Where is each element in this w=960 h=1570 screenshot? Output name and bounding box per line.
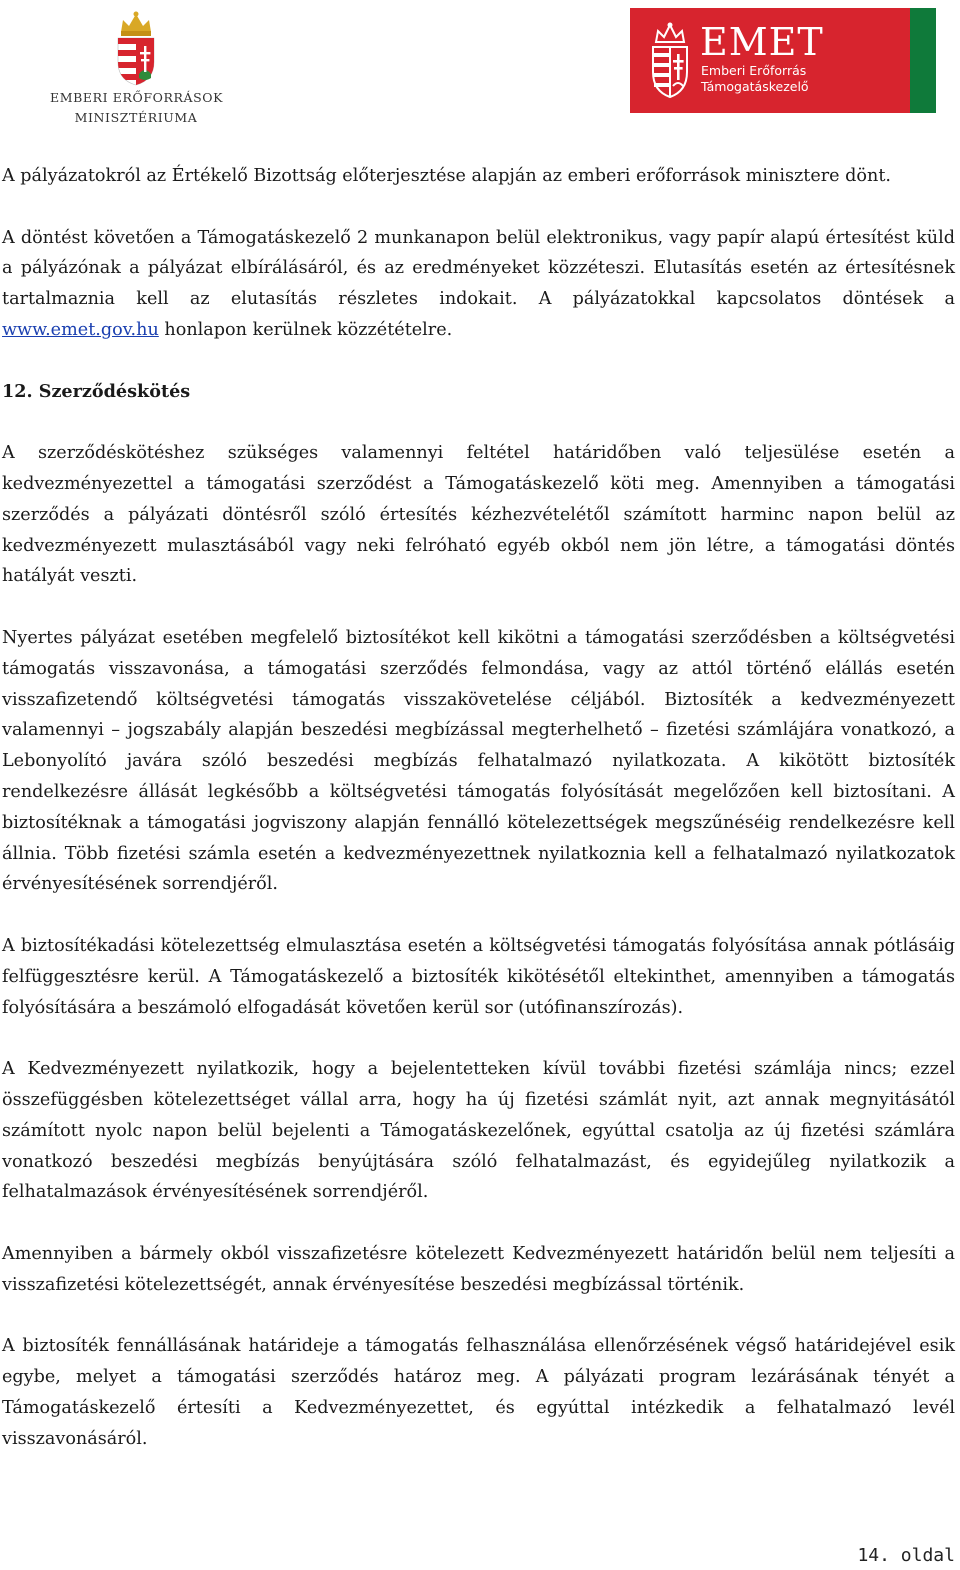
emet-subtitle-line1: Emberi Erőforrás	[701, 63, 807, 78]
emet-subtitle	[701, 63, 809, 95]
paragraph-decision: A pályázatokról az Értékelő Bizottság előterjesztése alapján az emberi erőforrások minisztere dönt.	[2, 166, 892, 186]
emet-title: EMET	[700, 20, 824, 64]
hungarian-coat-of-arms-icon	[113, 10, 159, 86]
paragraph-notification-text: A döntést követően a Támogatáskezelő 2 munkanapon belül elektronikus, vagy papír alapú értesítést küld a pályázónak a pályázat elbírálásáról, és az eredményeket közzéteszi. Elutasítás esetén az értesítésnek tartalmaznia kell az elutasítás részletes indokait. A pályázatokkal kapcsolatos döntések a	[2, 227, 955, 310]
emet-subtitle-line2: Támogatáskezelő	[701, 79, 809, 94]
paragraph-notification-text-end: honlapon kerülnek közzétételre.	[158, 319, 453, 340]
emet-logo-red-panel	[630, 8, 910, 113]
paragraph-contract: A szerződéskötéshez szükséges valamennyi feltétel határidőben való teljesülése esetén a kedvezményezettel a támogatási szerződést a Támogatáskezelő köti meg. Amennyiben a támogatási szerződés a pályázati döntésről szóló értesítés kézhezvételétől számított harminc napon belül az kedvezményezett mulasztásából vagy neki felróható egyéb okból nem jön létre, a támogatási döntés hatályát veszti.	[2, 443, 955, 587]
paragraph-guarantee-deadline: A biztosíték fennállásának határideje a támogatás felhasználása ellenőrzésének végső határidejével esik egybe, melyet a támogatási szerződés határoz meg. A pályázati program lezárásának tényét a Támogatáskezelő értesíti a Kedvezményezettet, és egyúttal intézkedik a felhatalmazó levél visszavonásáról.	[2, 1336, 955, 1449]
ministry-logo	[50, 10, 222, 130]
page-number: 14. oldal	[857, 1545, 955, 1566]
coat-of-arms-outline-icon	[648, 20, 692, 100]
ministry-name-line2: MINISZTÉRIUMA	[74, 110, 198, 125]
paragraph-guarantee-omission: A biztosítékadási kötelezettség elmulasztása esetén a költségvetési támogatás folyósítása annak pótlásáig felfüggesztésre kerül. A Támogatáskezelő a biztosíték kikötésétől eltekinthet, amennyiben a támogatás folyósítására a beszámoló elfogadását követően kerül sor (utófinanszírozás).	[2, 935, 955, 1018]
document-body	[2, 161, 955, 1485]
emet-website-link[interactable]: www.emet.gov.hu	[2, 319, 159, 340]
emet-logo-green-bar	[910, 8, 936, 113]
paragraph-bank-account: A Kedvezményezett nyilatkozik, hogy a bejelentetteken kívül további fizetési számlája nincs; ezzel összefüggésben kötelezettséget vállal arra, hogy ha új fizetési számlát nyit, azt annak megnyitásától számított nyolc napon belül bejelenti a Támogatáskezelőnek, egyúttal csatolja az új fizetési számlára vonatkozó beszedési megbízás benyújtására szóló felhatalmazást, és egyidejűleg nyilatkozik a felhatalmazások érvényesítésének sorrendjéről.	[2, 1059, 955, 1203]
section-heading-contract: 12. Szerződéskötés	[2, 380, 191, 402]
ministry-name-line1: EMBERI ERŐFORRÁSOK	[50, 90, 224, 105]
emet-logo	[630, 8, 936, 113]
paragraph-repayment: Amennyiben a bármely okból visszafizetésre kötelezett Kedvezményezett határidőn belül nem teljesíti a visszafizetési kötelezettségét, annak érvényesítése beszedési megbízással történik.	[2, 1243, 955, 1295]
page-header	[0, 0, 960, 140]
paragraph-guarantee: Nyertes pályázat esetében megfelelő biztosítékot kell kikötni a támogatási szerződésben a költségvetési támogatás visszavonása, a támogatási szerződés felmondása, vagy az attól történő elállás esetén visszafizetendő költségvetési támogatás visszakövetelése céljából. Biztosíték a kedvezményezett valamennyi – jogszabály alapján beszedési megbízással megterhelhető – fizetési számlájára vonatkozó, a Lebonyolító javára szóló beszedési megbízás felhatalmazó nyilatkozata. A kikötött biztosíték rendelkezésre állását legkésőbb a költségvetési támogatás folyósítását megelőzően kell biztosítani. A biztosítéknak a támogatási jogviszony alapján fennálló kötelezettségek megszűnéséig rendelkezésre kell állnia. Több fizetési számla esetén a kedvezményezettnek nyilatkoznia kell a felhatalmazó nyilatkozatok érvényesítésének sorrendjéről.	[2, 627, 955, 895]
paragraph-notification	[2, 223, 955, 346]
